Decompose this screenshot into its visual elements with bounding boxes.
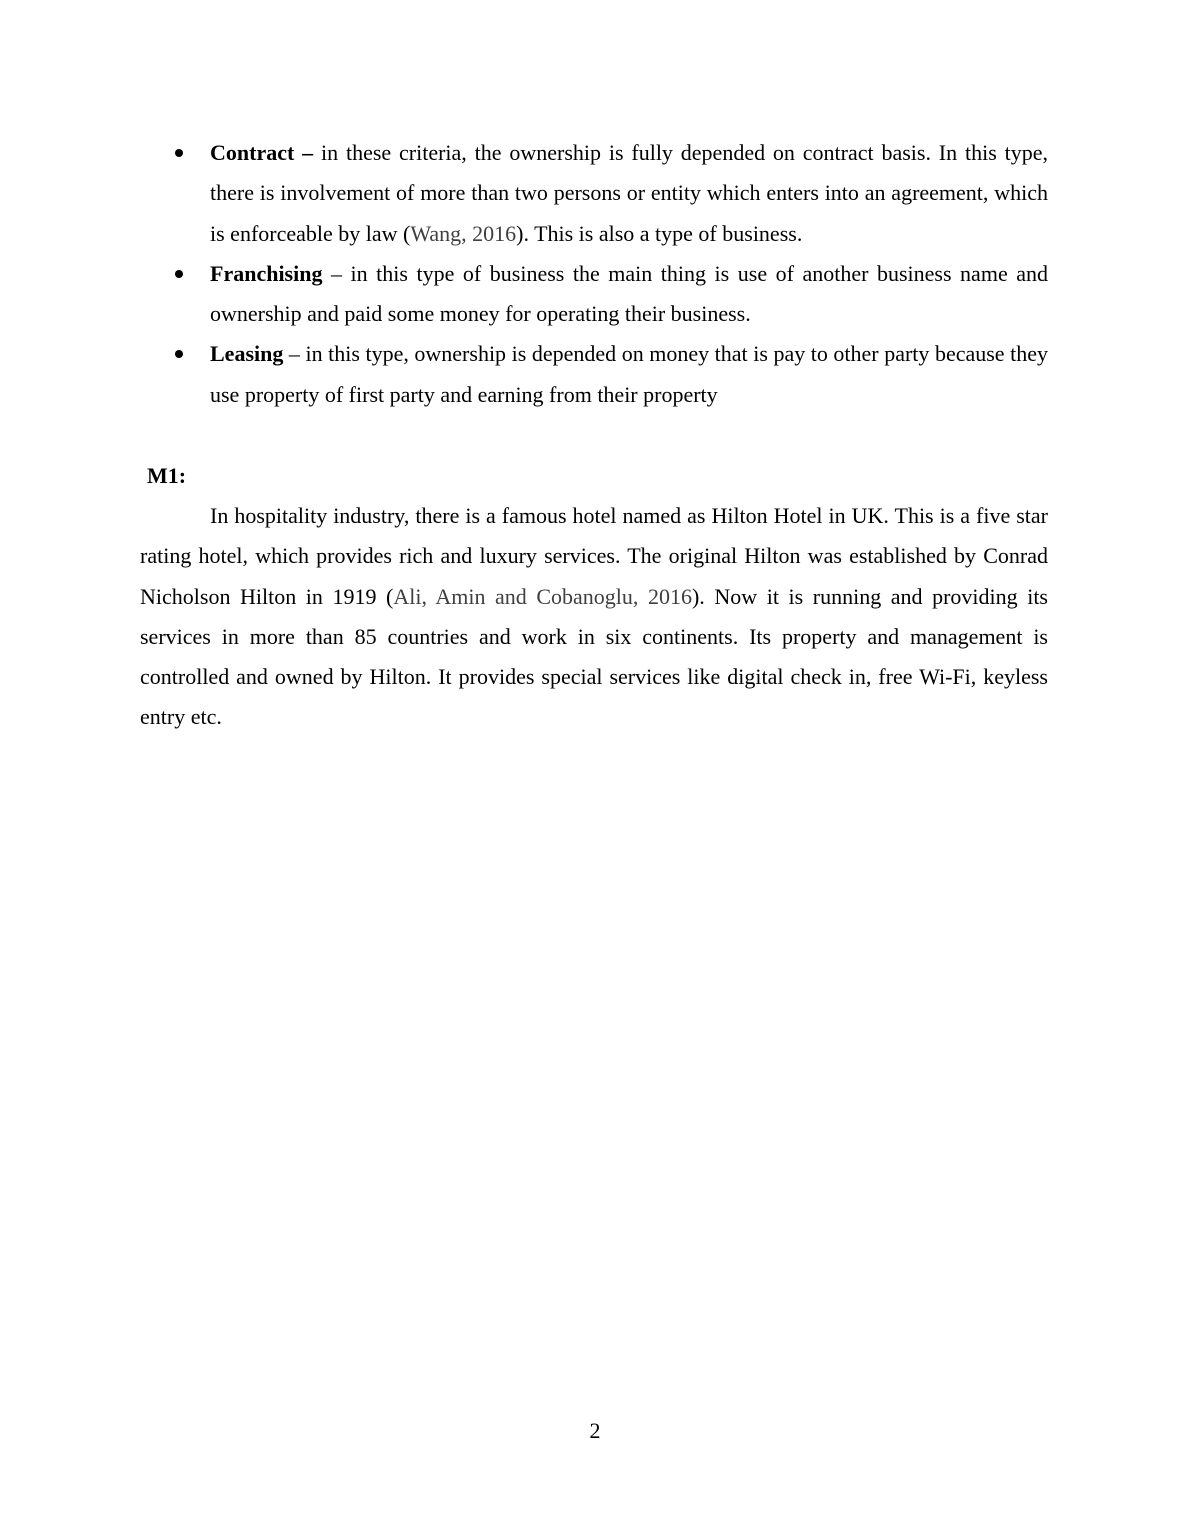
page-number: 2 <box>589 1418 601 1443</box>
citation: Ali, Amin and Cobanoglu, 2016 <box>393 583 692 609</box>
term-label: Contract – <box>210 140 314 165</box>
item-text: in these criteria, the ownership is fully depended on contract basis. In this type, there is involvement of more than two persons or entity which enters into an agreement, which is enforceable by law ( <box>210 140 1048 246</box>
list-item-franchising <box>140 254 1048 335</box>
bullet-icon <box>175 149 183 157</box>
citation: Wang, 2016 <box>410 220 517 246</box>
list-item-leasing <box>140 334 1048 415</box>
section-paragraph <box>140 496 1048 738</box>
list-item-contract <box>140 133 1048 254</box>
item-text: – in this type of business the main thing is use of another business name and ownership and paid some money for operating their business. <box>210 260 1048 327</box>
term-label: Franchising <box>210 260 323 286</box>
item-text: – in this type, ownership is depended on money that is pay to other party because they use property of first party and earning from their property <box>210 341 1048 407</box>
bullet-icon <box>175 270 183 278</box>
bullet-icon <box>175 350 183 358</box>
item-text: ). This is also a type of business. <box>516 220 803 246</box>
paragraph-text: ). Now it is running and providing its services in more than 85 countries and work in six continents. Its property and management is controlled and owned by Hilton. It provides special services like digital check in, free Wi-Fi, keyless entry etc. <box>140 583 1048 730</box>
paragraph-text: In hospitality industry, there is a famous hotel named as Hilton Hotel in UK. This is a five star rating hotel, which provides rich and luxury services. The original Hilton was established by Conrad Nicholson Hilton in 1919 ( <box>140 503 1048 609</box>
section-heading: M1: <box>147 463 187 488</box>
ownership-types-list <box>140 133 1048 415</box>
term-label: Leasing <box>210 341 284 367</box>
